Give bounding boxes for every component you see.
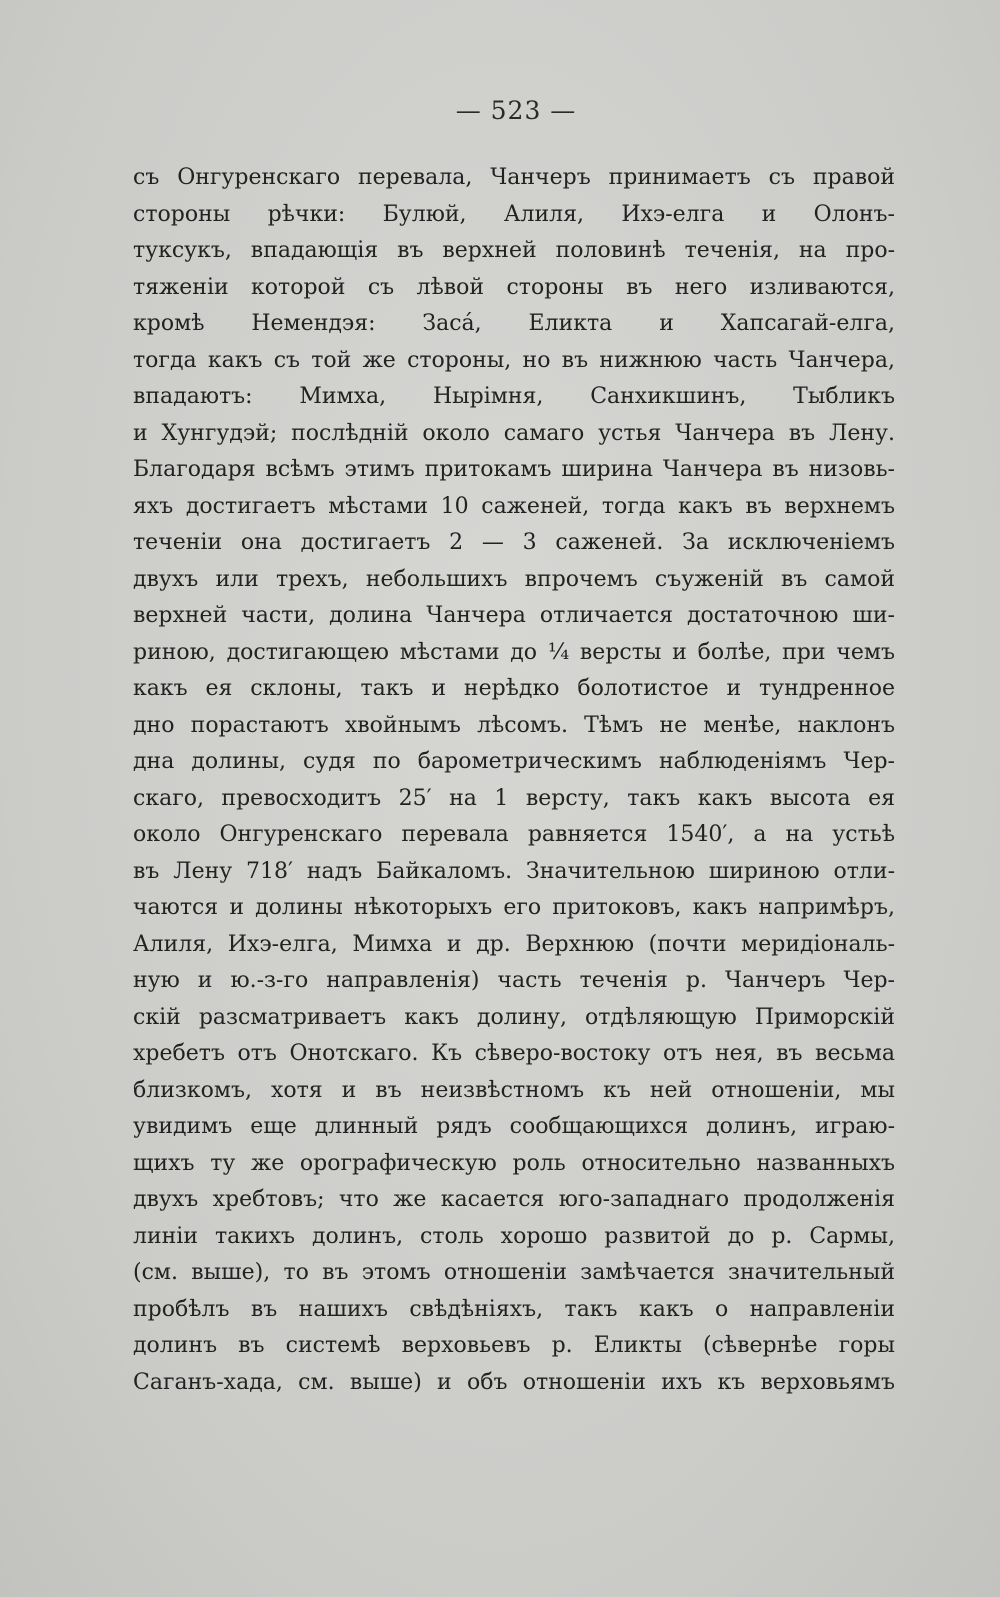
text-line: увидимъ еще длинный рядъ сообщающихся долинъ, играю- xyxy=(133,1114,895,1139)
text-line: туксукъ, впадающія въ верхней половинѣ теченія, на про- xyxy=(133,238,895,263)
text-line: кромѣ Немендэя: Засá, Еликта и Хапсагай-елга, xyxy=(133,311,895,336)
text-line: яхъ достигаетъ мѣстами 10 саженей, тогда какъ въ верхнемъ xyxy=(133,493,895,519)
text-line: двухъ хребтовъ; что же касается юго-западнаго продолженія xyxy=(133,1187,895,1212)
text-line: тяженіи которой съ лѣвой стороны въ него изливаются, xyxy=(133,274,895,300)
text-line: ную и ю.-з-го направленія) часть теченія р. Чанчеръ Чер- xyxy=(133,968,895,993)
text-line: и Хунгудэй; послѣдній около самаго устья Чанчера въ Лену. xyxy=(133,420,895,446)
text-line: близкомъ, хотя и въ неизвѣстномъ къ ней отношеніи, мы xyxy=(133,1077,895,1103)
text-line: Саганъ-хада, см. выше) и объ отношеніи ихъ къ верховьямъ xyxy=(133,1369,895,1395)
text-line: въ Лену 718′ надъ Байкаломъ. Значительною шириною отли- xyxy=(133,858,895,884)
text-line: скаго, превосходитъ 25′ на 1 версту, такъ какъ высота ея xyxy=(133,785,895,811)
text-line: чаются и долины нѣкоторыхъ его притоковъ, какъ напримѣръ, xyxy=(133,895,895,920)
text-line: Благодаря всѣмъ этимъ притокамъ ширина Чанчера въ низовь- xyxy=(133,457,895,482)
text-line: (см. выше), то въ этомъ отношеніи замѣчается значительный xyxy=(133,1260,895,1285)
text-line: около Онгуренскаго перевала равняется 1540′, а на устьѣ xyxy=(133,822,895,847)
text-line: пробѣлъ въ нашихъ свѣдѣніяхъ, такъ какъ о направленіи xyxy=(133,1296,895,1322)
text-line: щихъ ту же орографическую роль относительно названныхъ xyxy=(133,1150,895,1176)
text-line: дно порастаютъ хвойнымъ лѣсомъ. Тѣмъ не менѣе, наклонъ xyxy=(133,712,895,738)
body-text xyxy=(133,160,895,1401)
text-line: хребетъ отъ Онотскаго. Къ сѣверо-востоку отъ нея, въ весьма xyxy=(133,1041,895,1066)
text-line: скій разсматриваетъ какъ долину, отдѣляющую Приморскій xyxy=(133,1004,895,1030)
text-line: долинъ въ системѣ верховьевъ р. Еликты (сѣвернѣе горы xyxy=(133,1333,895,1358)
text-line: какъ ея склоны, такъ и нерѣдко болотистое и тундренное xyxy=(133,676,895,701)
text-line: Алиля, Ихэ-елга, Мимха и др. Верхнюю (почти меридіональ- xyxy=(133,931,895,957)
text-line: теченіи она достигаетъ 2 — 3 саженей. За исключеніемъ xyxy=(133,530,895,555)
text-line: съ Онгуренскаго перевала, Чанчеръ принимаетъ съ правой xyxy=(133,165,895,190)
text-line: линіи такихъ долинъ, столь хорошо развитой до р. Сармы, xyxy=(133,1223,895,1249)
text-line: дна долины, судя по барометрическимъ наблюденіямъ Чер- xyxy=(133,749,895,774)
text-line: стороны рѣчки: Булюй, Алиля, Ихэ-елга и Олонъ- xyxy=(133,201,895,227)
text-line: двухъ или трехъ, небольшихъ впрочемъ съуженій въ самой xyxy=(133,566,895,592)
text-line: риною, достигающею мѣстами до ¼ версты и болѣе, при чемъ xyxy=(133,639,895,665)
page-number: — 523 — xyxy=(455,96,577,125)
text-line: впадаютъ: Мимха, Нырімня, Санхикшинъ, Тыбликъ xyxy=(133,384,895,409)
text-line: верхней части, долина Чанчера отличается достаточною ши- xyxy=(133,603,895,628)
text-line: тогда какъ съ той же стороны, но въ нижнюю часть Чанчера, xyxy=(133,347,895,373)
